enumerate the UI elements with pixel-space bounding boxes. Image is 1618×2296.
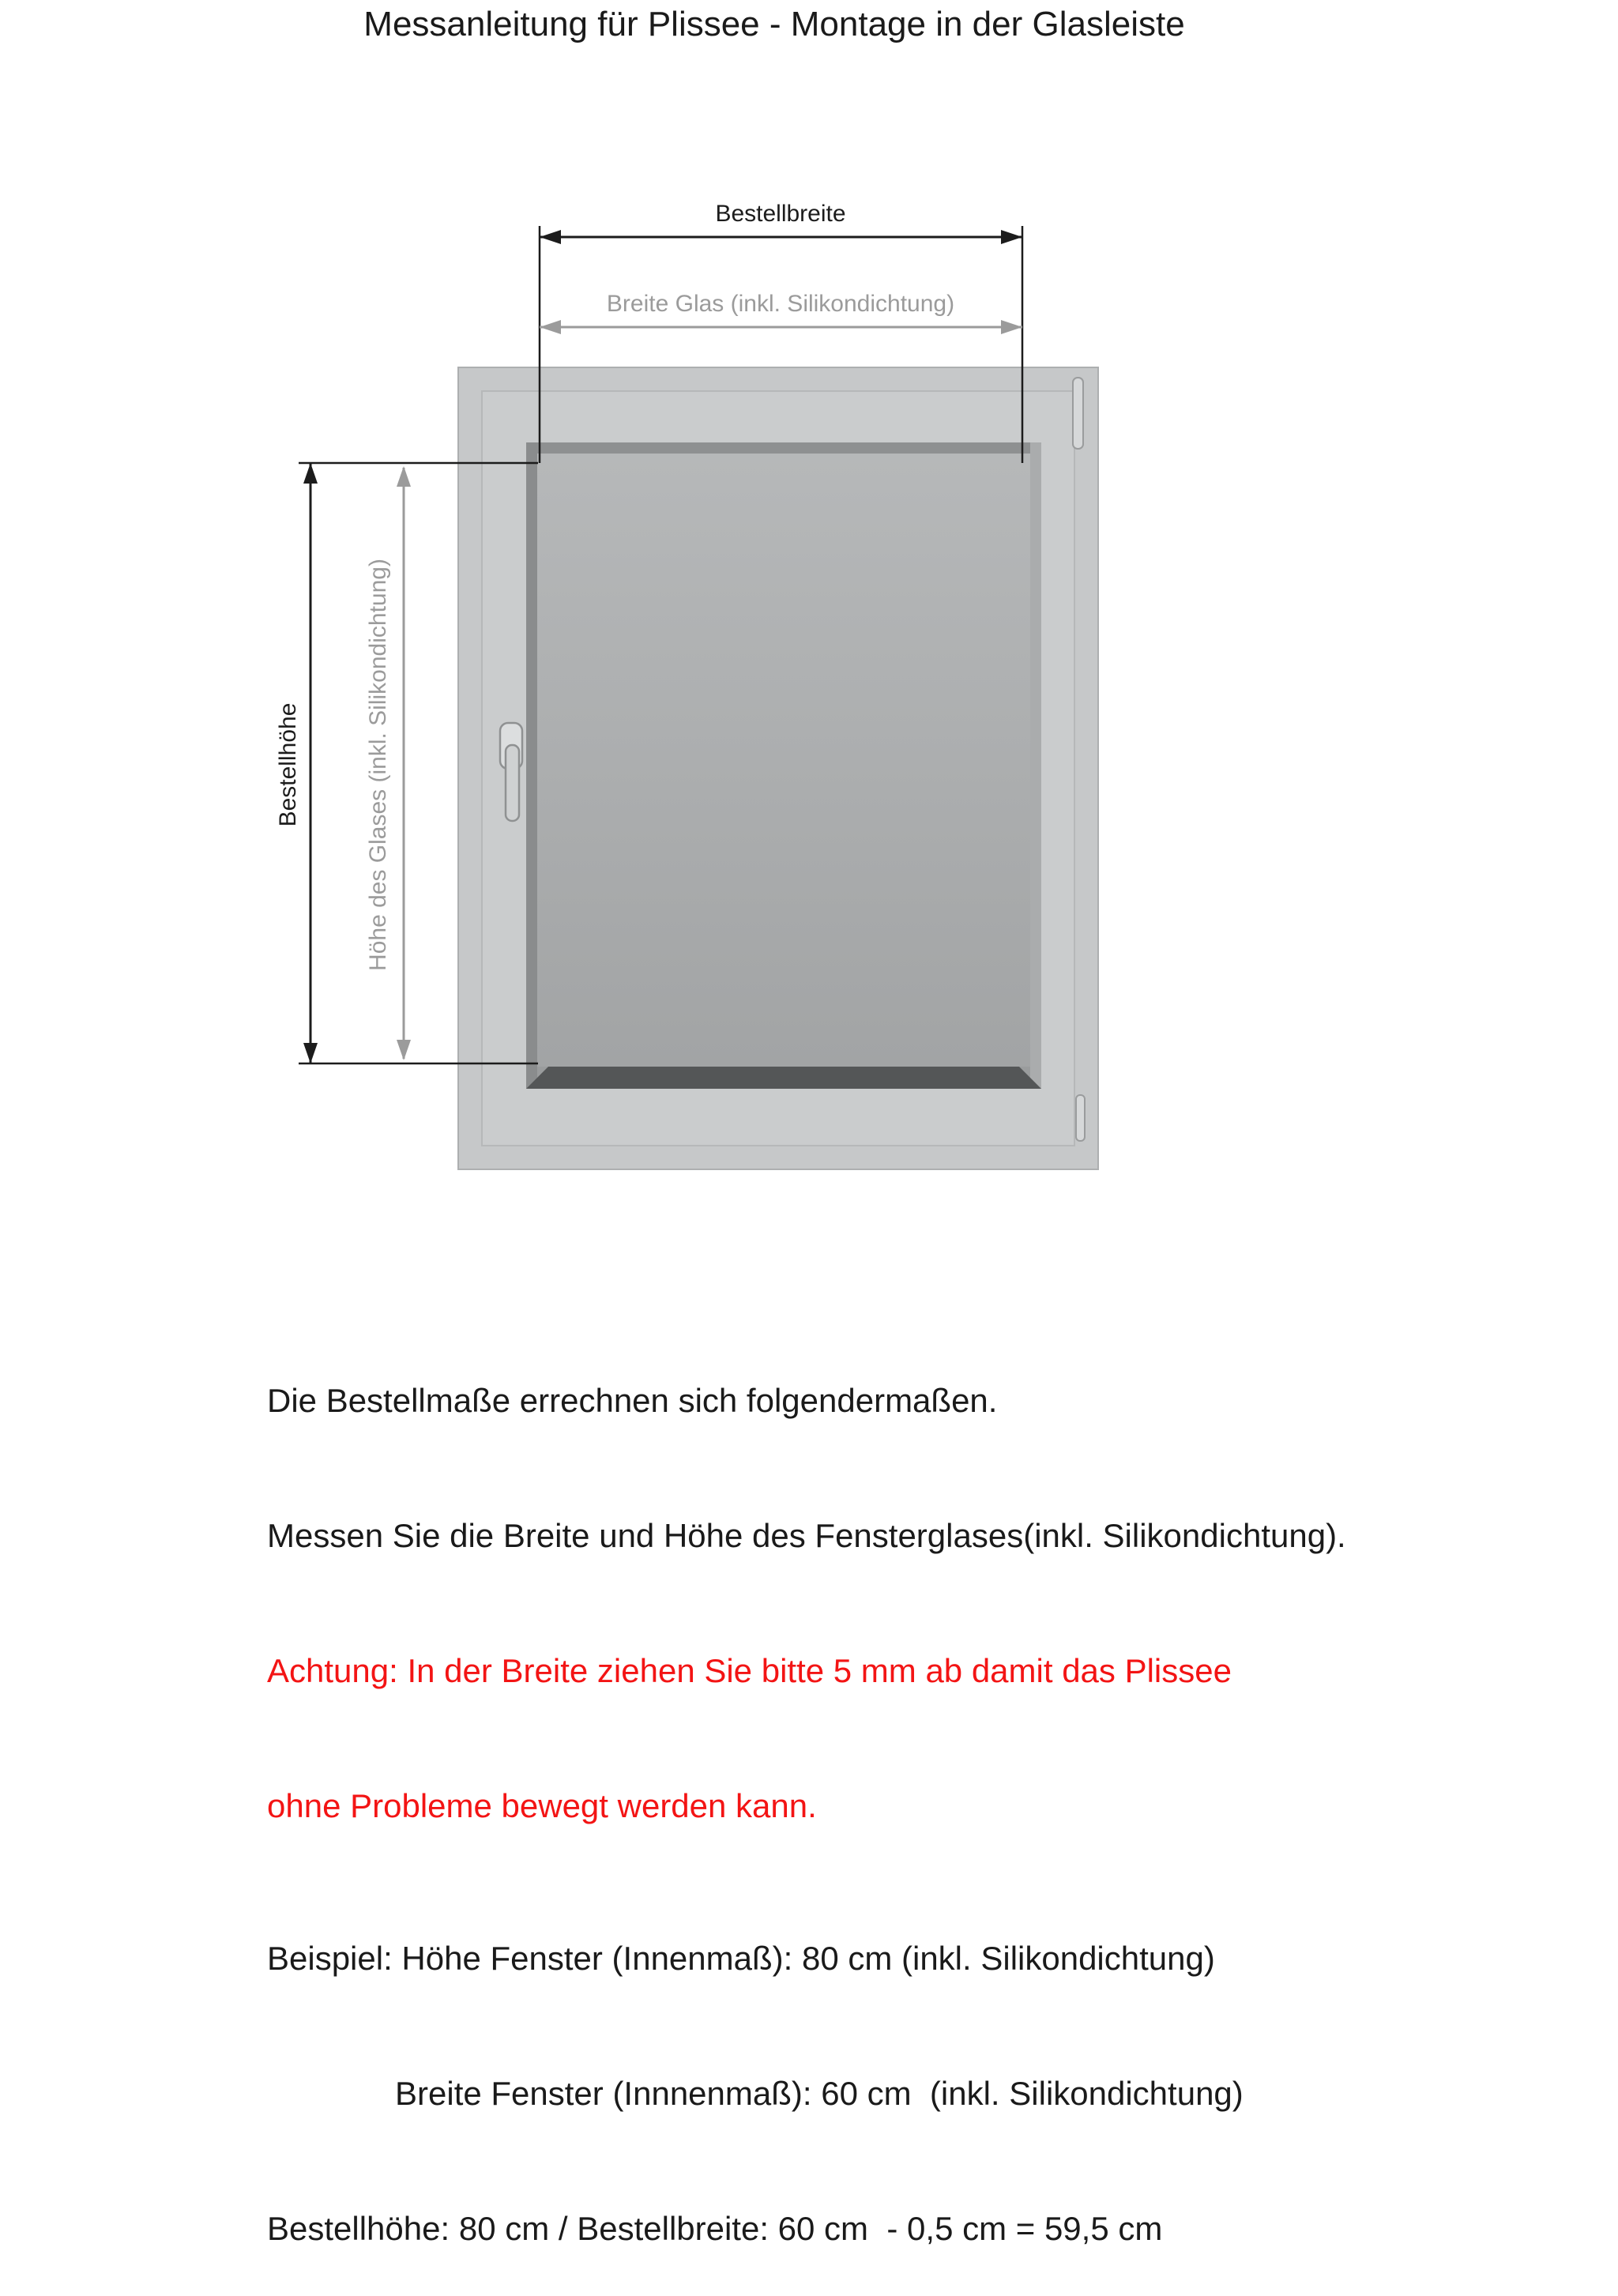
arrowhead-left-icon [540,230,561,244]
arrowhead-bottom-icon [397,1040,411,1060]
glazing-bead-left [526,442,537,1089]
page-title: Messanleitung für Plissee - Montage in der Glasleiste [363,5,1185,43]
glass-width-label: Breite Glas (inkl. Silikondichtung) [606,291,955,317]
order-height-label: Bestellhöhe [275,702,301,827]
example-line: Beispiel: Höhe Fenster (Innenmaß): 80 cm (inkl. Silikondichtung) [267,1940,1215,1977]
hinge-top-icon [1073,378,1083,449]
hinge-bottom-icon [1076,1095,1085,1141]
example-line: Breite Fenster (Innnenmaß): 60 cm (inkl. Silikondichtung) [395,2075,1244,2112]
warning-line: Achtung: In der Breite ziehen Sie bitte 5 mm ab damit das Plissee [267,1652,1232,1689]
arrowhead-right-icon [1001,230,1022,244]
window-illustration [458,367,1098,1169]
arrowhead-bottom-icon [303,1043,318,1063]
order-width-label: Bestellbreite [715,201,846,227]
arrowhead-top-icon [397,466,411,487]
example-line: Bestellhöhe: 80 cm / Bestellbreite: 60 cm - 0,5 cm = 59,5 cm [267,2210,1163,2247]
arrowhead-right-icon [1001,320,1022,334]
glazing-bead-top [526,442,1041,454]
instruction-line: Messen Sie die Breite und Höhe des Fensterglases(inkl. Silikondichtung). [267,1517,1346,1554]
glazing-bead-right [1030,442,1041,1089]
instruction-line: Die Bestellmaße errechnen sich folgendermaßen. [267,1382,998,1419]
glazing-bead-bottom-shadow [526,1067,1041,1089]
glass-height-label: Höhe des Glases (inkl. Silikondichtung) [365,559,391,971]
glass-height-measure [365,466,411,1060]
arrowhead-left-icon [540,320,561,334]
arrowhead-top-icon [303,463,318,484]
warning-line: ohne Probleme bewegt werden kann. [267,1787,817,1824]
glass-pane [537,454,1030,1067]
glass-width-measure [540,291,1022,334]
window-glass [526,442,1041,1089]
instructions-block [267,1288,1346,2296]
